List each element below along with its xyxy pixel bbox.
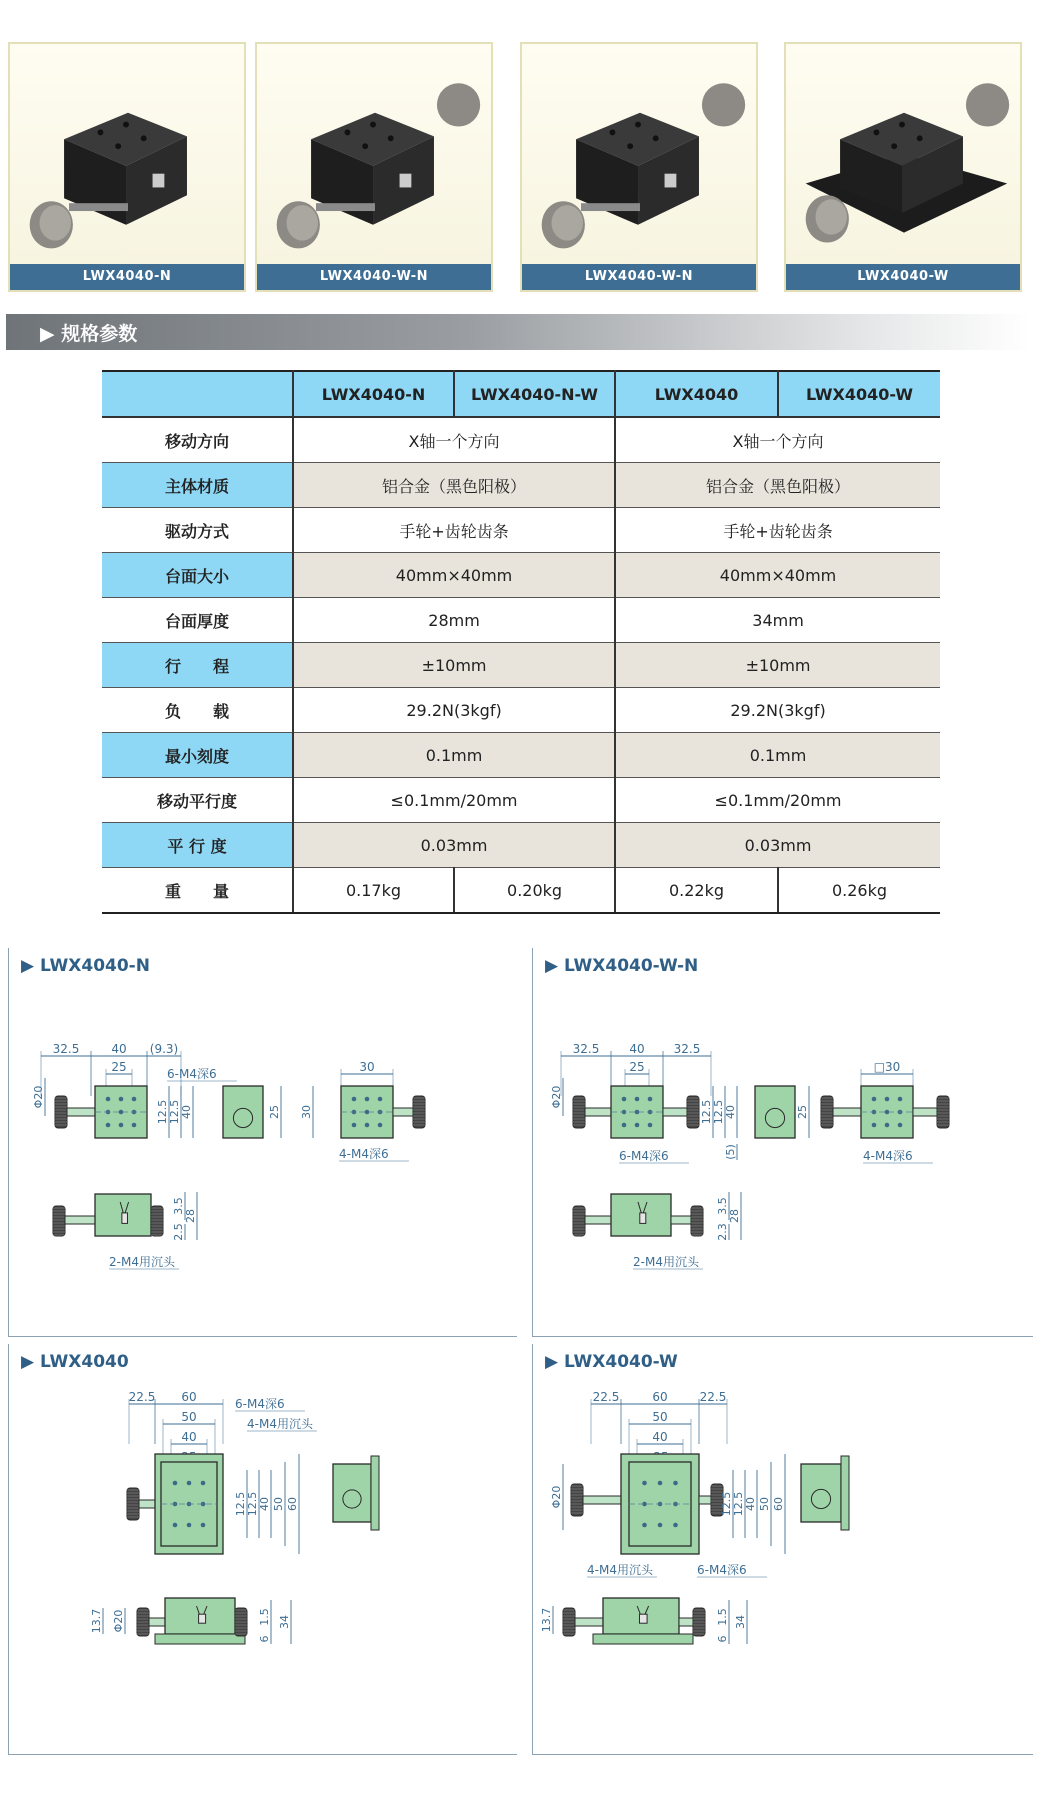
dim-label: 40 [724,1105,737,1119]
shaft [671,1216,691,1224]
table-row [102,598,940,643]
shaft [679,1618,693,1626]
mounting-hole [658,1481,663,1486]
drawing-panel-w [532,1344,1033,1755]
mounting-hole [106,1097,111,1102]
row-value: 铝合金（黑色阳极） [615,463,940,508]
drawing-wn [533,948,1033,1336]
row-value: X轴一个方向 [293,417,615,463]
product-photo [10,44,244,266]
mounting-hole [187,1481,192,1486]
row-value: 40mm×40mm [293,553,615,598]
dim-label: 40 [629,1042,645,1056]
row-value: 0.03mm [615,823,940,868]
row-value: 0.20kg [454,868,615,914]
dim-label: Φ20 [550,1085,563,1109]
dim-label: 60 [286,1497,299,1511]
dim-label: 28 [184,1209,197,1223]
drawing-n [9,948,517,1336]
shaft [65,1216,95,1224]
mounting-hole [132,1097,137,1102]
drawing-title: ▶ LWX4040 [21,1352,129,1372]
drawing-panel-base [8,1344,517,1755]
callout-label: 6-M4深6 [167,1067,217,1081]
shaft [139,1500,155,1508]
row-value: 40mm×40mm [615,553,940,598]
dim-label: (9.3) [149,1042,179,1056]
dim-label: 40 [258,1497,271,1511]
row-label: 移动平行度 [102,778,293,823]
dim-label: 30 [300,1105,313,1119]
dim-label: 32.5 [572,1042,600,1056]
side-knob [765,1108,784,1127]
row-value: ≤0.1mm/20mm [293,778,615,823]
dim-label: 12.5 [156,1099,169,1125]
dim-label: 1.5 [258,1608,271,1626]
base-plate-front [593,1634,693,1644]
dim-label: 40 [744,1497,757,1511]
shaft [585,1216,611,1224]
table-row [102,778,940,823]
row-value: 29.2N(3kgf) [615,688,940,733]
dim-label: 12.5 [234,1491,247,1517]
dim-label: 32.5 [673,1042,701,1056]
dim-label: 28 [728,1209,741,1223]
callout-label: 6-M4深6 [619,1149,669,1163]
mounting-hole [673,1481,678,1486]
mounting-hole [378,1097,383,1102]
shaft [575,1618,603,1626]
row-value: ±10mm [615,643,940,688]
dim-label: 34 [734,1615,747,1629]
dim-label: 25 [629,1060,645,1074]
mounting-hole [106,1123,111,1128]
row-label: 台面大小 [102,553,293,598]
dim-label: 40 [181,1430,197,1444]
table-row [102,643,940,688]
product-photo [522,44,756,266]
dim-label: 2.3 [716,1223,729,1241]
row-value: 铝合金（黑色阳极） [293,463,615,508]
row-value: 0.03mm [293,823,615,868]
shaft [585,1108,611,1116]
dim-label: 6 [258,1635,271,1643]
dim-label: 22.5 [592,1390,620,1404]
mounting-hole [648,1097,653,1102]
gear-window [199,1614,206,1623]
dim-label: 40 [111,1042,127,1056]
dim-label: 60 [181,1390,197,1404]
callout-label: 2-M4用沉头 [633,1255,699,1269]
mounting-hole [642,1481,647,1486]
mounting-hole [173,1523,178,1528]
shaft [913,1108,937,1116]
row-value: 0.1mm [293,733,615,778]
table-row [102,417,940,463]
mounting-hole [885,1123,890,1128]
section-title: ▶ 规格参数 [40,323,138,345]
knob [53,1206,65,1236]
shaft [583,1496,621,1504]
mounting-hole [365,1097,370,1102]
row-value: ±10mm [293,643,615,688]
dim-label: 50 [652,1410,668,1424]
product-gallery [8,42,1032,294]
callout-label: 4-M4深6 [339,1147,389,1161]
product-photo [257,44,491,266]
shaft [699,1496,711,1504]
row-label: 主体材质 [102,463,293,508]
table-row [102,733,940,778]
product-caption: LWX4040-W [786,264,1020,290]
dim-label: 12.5 [712,1099,725,1125]
product-card[interactable] [8,42,246,292]
drawing-title: ▶ LWX4040-N [21,956,150,976]
callout-label: 4-M4深6 [863,1149,913,1163]
drawing-title: ▶ LWX4040-W-N [545,956,699,976]
row-label: 移动方向 [102,417,293,463]
mounting-hole [622,1123,627,1128]
drawing-panel-n [8,948,517,1337]
dim-label: 25 [268,1105,281,1119]
dim-label: 50 [181,1410,197,1424]
dim-label: 25 [796,1105,809,1119]
drawing-panel-wn [532,948,1033,1337]
dim-label: 40 [652,1430,668,1444]
product-caption: LWX4040-N [10,264,244,290]
mounting-hole [201,1523,206,1528]
mounting-hole [119,1097,124,1102]
table-header-cell: LWX4040-N-W [454,371,615,417]
base-flange [841,1456,849,1530]
side-knob [811,1489,830,1508]
dim-label: 12.5 [246,1491,259,1517]
mounting-hole [119,1123,124,1128]
dim-label: 13.7 [90,1608,103,1634]
table-header-cell: LWX4040 [615,371,778,417]
mounting-hole [352,1123,357,1128]
callout-label: 4-M4用沉头 [587,1563,653,1577]
dim-label: 12.5 [168,1099,181,1125]
callout-label: 6-M4深6 [235,1397,285,1411]
section-header [6,314,1030,350]
row-value: 0.26kg [778,868,940,914]
table-row [102,868,940,914]
gear-window [639,1614,647,1623]
row-value: 0.17kg [293,868,454,914]
product-caption: LWX4040-W-N [522,264,756,290]
callout-label: 4-M4用沉头 [247,1417,313,1431]
gear-window [640,1213,646,1224]
dim-label: 22.5 [128,1390,156,1404]
dim-label: Φ20 [32,1085,45,1109]
mounting-hole [648,1123,653,1128]
dim-label: 13.7 [540,1607,553,1633]
dim-label: 6 [716,1635,729,1643]
base-flange [371,1456,379,1530]
mounting-hole [201,1481,206,1486]
spec-table [102,370,940,914]
dim-label: 3.5 [716,1197,729,1215]
mounting-hole [132,1123,137,1128]
row-value: 0.22kg [615,868,778,914]
shaft [67,1108,95,1116]
row-label: 行 程 [102,643,293,688]
drawing-w [533,1344,1033,1754]
mounting-hole [352,1097,357,1102]
product-card[interactable] [784,42,1022,292]
table-row [102,823,940,868]
dim-label: 50 [272,1497,285,1511]
row-label: 驱动方式 [102,508,293,553]
drawing-base [9,1344,517,1754]
table-row [102,688,940,733]
row-value: 手轮+齿轮齿条 [615,508,940,553]
dim-label: 2.5 [172,1223,185,1241]
dim-label: 22.5 [699,1390,727,1404]
row-label: 负 载 [102,688,293,733]
dim-label: □30 [873,1060,901,1074]
row-value: 34mm [615,598,940,643]
drawing-title: ▶ LWX4040-W [545,1352,678,1372]
mounting-hole [173,1481,178,1486]
dim-label: 12.5 [732,1491,745,1517]
callout-label: 2-M4用沉头 [109,1255,175,1269]
row-label: 最小刻度 [102,733,293,778]
mounting-hole [658,1523,663,1528]
gear-window [122,1213,128,1224]
mounting-hole [187,1523,192,1528]
table-corner-cell [102,371,293,417]
row-value: ≤0.1mm/20mm [615,778,940,823]
dim-label: 30 [359,1060,375,1074]
product-caption: LWX4040-W-N [257,264,491,290]
row-value: 29.2N(3kgf) [293,688,615,733]
dim-label: 40 [180,1105,193,1119]
table-header-cell: LWX4040-W [778,371,940,417]
shaft [149,1618,165,1626]
dim-label: 32.5 [52,1042,80,1056]
table-header-row [102,371,940,417]
row-label: 平 行 度 [102,823,293,868]
dim-label: 60 [772,1497,785,1511]
product-card[interactable] [520,42,758,292]
shaft [833,1108,861,1116]
knob [573,1206,585,1236]
dim-label: Φ20 [112,1609,125,1633]
mounting-hole [885,1097,890,1102]
dim-label: 60 [652,1390,668,1404]
mounting-hole [378,1123,383,1128]
dim-label: Φ20 [550,1485,563,1509]
side-knob [233,1108,252,1127]
dim-label: 34 [278,1615,291,1629]
table-row [102,553,940,598]
callout-label: 6-M4深6 [697,1563,747,1577]
row-value: 手轮+齿轮齿条 [293,508,615,553]
knob [691,1206,703,1236]
side-knob [343,1490,361,1508]
mounting-hole [642,1523,647,1528]
mounting-hole [635,1097,640,1102]
product-photo [786,44,1020,266]
dim-label: (5) [724,1144,737,1160]
mounting-hole [622,1097,627,1102]
row-label: 重 量 [102,868,293,914]
mounting-hole [365,1123,370,1128]
dim-label: 12.5 [700,1099,713,1125]
dim-label: 1.5 [716,1608,729,1626]
mounting-hole [898,1097,903,1102]
row-value: 28mm [293,598,615,643]
shaft [663,1108,687,1116]
mounting-hole [635,1123,640,1128]
row-label: 台面厚度 [102,598,293,643]
knob [151,1206,163,1236]
product-card[interactable] [255,42,493,292]
table-row [102,508,940,553]
table-header-cell: LWX4040-N [293,371,454,417]
row-value: 0.1mm [615,733,940,778]
mounting-hole [898,1123,903,1128]
table-row [102,463,940,508]
base-plate-front [155,1634,245,1644]
dim-label: 50 [758,1497,771,1511]
dim-label: 12.5 [720,1491,733,1517]
mounting-hole [872,1123,877,1128]
dim-label: 25 [111,1060,127,1074]
dim-label: 3.5 [172,1197,185,1215]
shaft [393,1108,413,1116]
mounting-hole [872,1097,877,1102]
row-value: X轴一个方向 [615,417,940,463]
mounting-hole [673,1523,678,1528]
